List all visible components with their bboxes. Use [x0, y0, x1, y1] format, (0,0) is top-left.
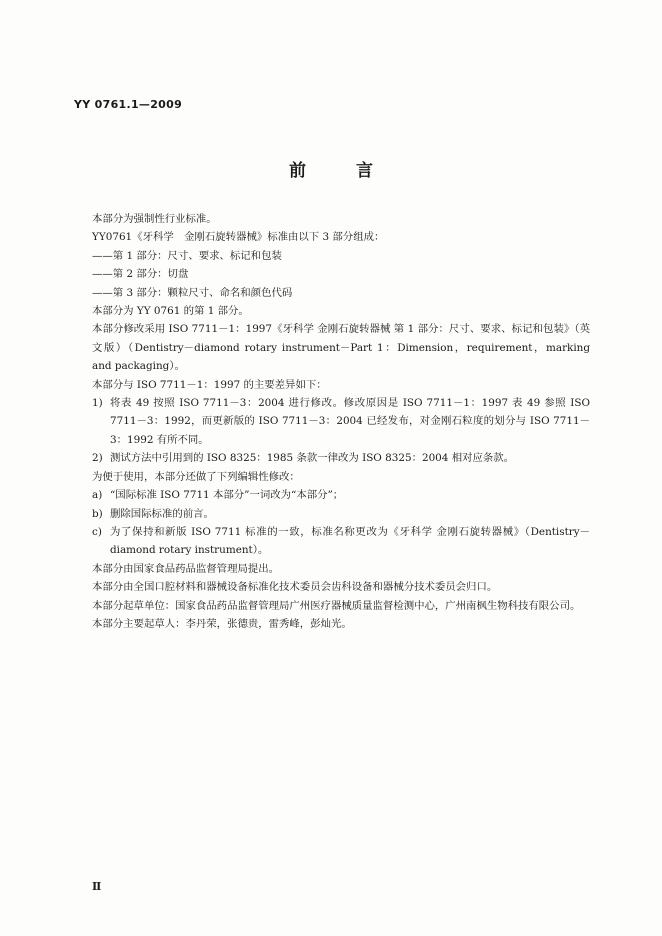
paragraph-parts-intro: YY0761《牙科学 金刚石旋转器械》标准由以下 3 部分组成：: [92, 231, 385, 244]
editorial-item-c-text: 为了保持和新版 ISO 7711 标准的一致，标准名称更改为《牙科学 金刚石旋转器械》（Dentistry－diamond rotary instrument）。: [110, 525, 590, 557]
difference-item-2-text: 测试方法中引用到的 ISO 8325：1985 条款一律改为 ISO 8325：2004 相对应条款。: [110, 452, 515, 465]
editorial-item-a: [92, 486, 590, 504]
editorial-item-c-number: c): [92, 525, 102, 538]
editorial-item-b-text: 删除国际标准的前言。: [110, 507, 214, 520]
difference-item-2: [92, 449, 590, 467]
paragraph-adoption: [92, 320, 590, 375]
paragraph-part-2: ——第 2 部分：切盘: [92, 268, 189, 281]
paragraph-part-1: ——第 1 部分：尺寸、要求、标记和包装: [92, 249, 282, 262]
paragraph-editorial-intro: 为便于使用，本部分还做了下列编辑性修改：: [92, 470, 300, 483]
editorial-item-a-number: a): [92, 489, 103, 502]
paragraph-adoption-text: 本部分修改采用 ISO 7711－1：1997《牙科学 金刚石旋转器械 第 1 部分：尺寸、要求、标记和包装》（英文版）（Dentistry－diamond rotary instrument－Part 1：Dimension，requirement，marking and packaging）。: [92, 323, 590, 373]
difference-item-1-number: 1): [92, 397, 103, 410]
paragraph-drafting-units: 本部分起草单位：国家食品药品监督管理局广州医疗器械质量监督检测中心，广州南枫生物科技有限公司。: [92, 599, 581, 612]
page-number: Ⅱ: [92, 880, 102, 893]
standard-code: YY 0761.1—2009: [74, 98, 183, 111]
difference-item-1-text: 将表 49 按照 ISO 7711－3：2004 进行修改。修改原因是 ISO 7711－1：1997 表 49 参照 ISO 7711－3：1992，而更新版的 ISO 7711－3：2004 已经发布，对金刚石粒度的划分与 ISO 7711－3：1992 有所不同。: [110, 397, 590, 446]
editorial-item-a-text: “国际标准 ISO 7711 本部分”一词改为“本部分”；: [110, 489, 344, 502]
page-title: 前 言: [289, 161, 395, 181]
paragraph-differences-intro: 本部分与 ISO 7711－1：1997 的主要差异如下：: [92, 378, 327, 391]
paragraph-proposer: 本部分由国家食品药品监督管理局提出。: [92, 562, 280, 575]
difference-item-2-number: 2): [92, 452, 103, 465]
paragraph-standard-type: 本部分为强制性行业标准。: [92, 213, 217, 225]
difference-item-1: [92, 394, 590, 449]
paragraph-committee: 本部分由全国口腔材料和器械设备标准化技术委员会齿科设备和器械分技术委员会归口。: [92, 581, 498, 594]
paragraph-drafters: 本部分主要起草人：李丹荣，张德贵，雷秀峰，彭灿光。: [92, 617, 352, 630]
paragraph-this-part: 本部分为 YY 0761 的第 1 部分。: [92, 305, 249, 318]
foreword-body: [92, 210, 590, 633]
editorial-item-b: [92, 505, 590, 523]
editorial-item-c: [92, 523, 590, 560]
editorial-item-b-number: b): [92, 507, 103, 520]
paragraph-part-3: ——第 3 部分：颗粒尺寸、命名和颜色代码: [92, 286, 293, 299]
